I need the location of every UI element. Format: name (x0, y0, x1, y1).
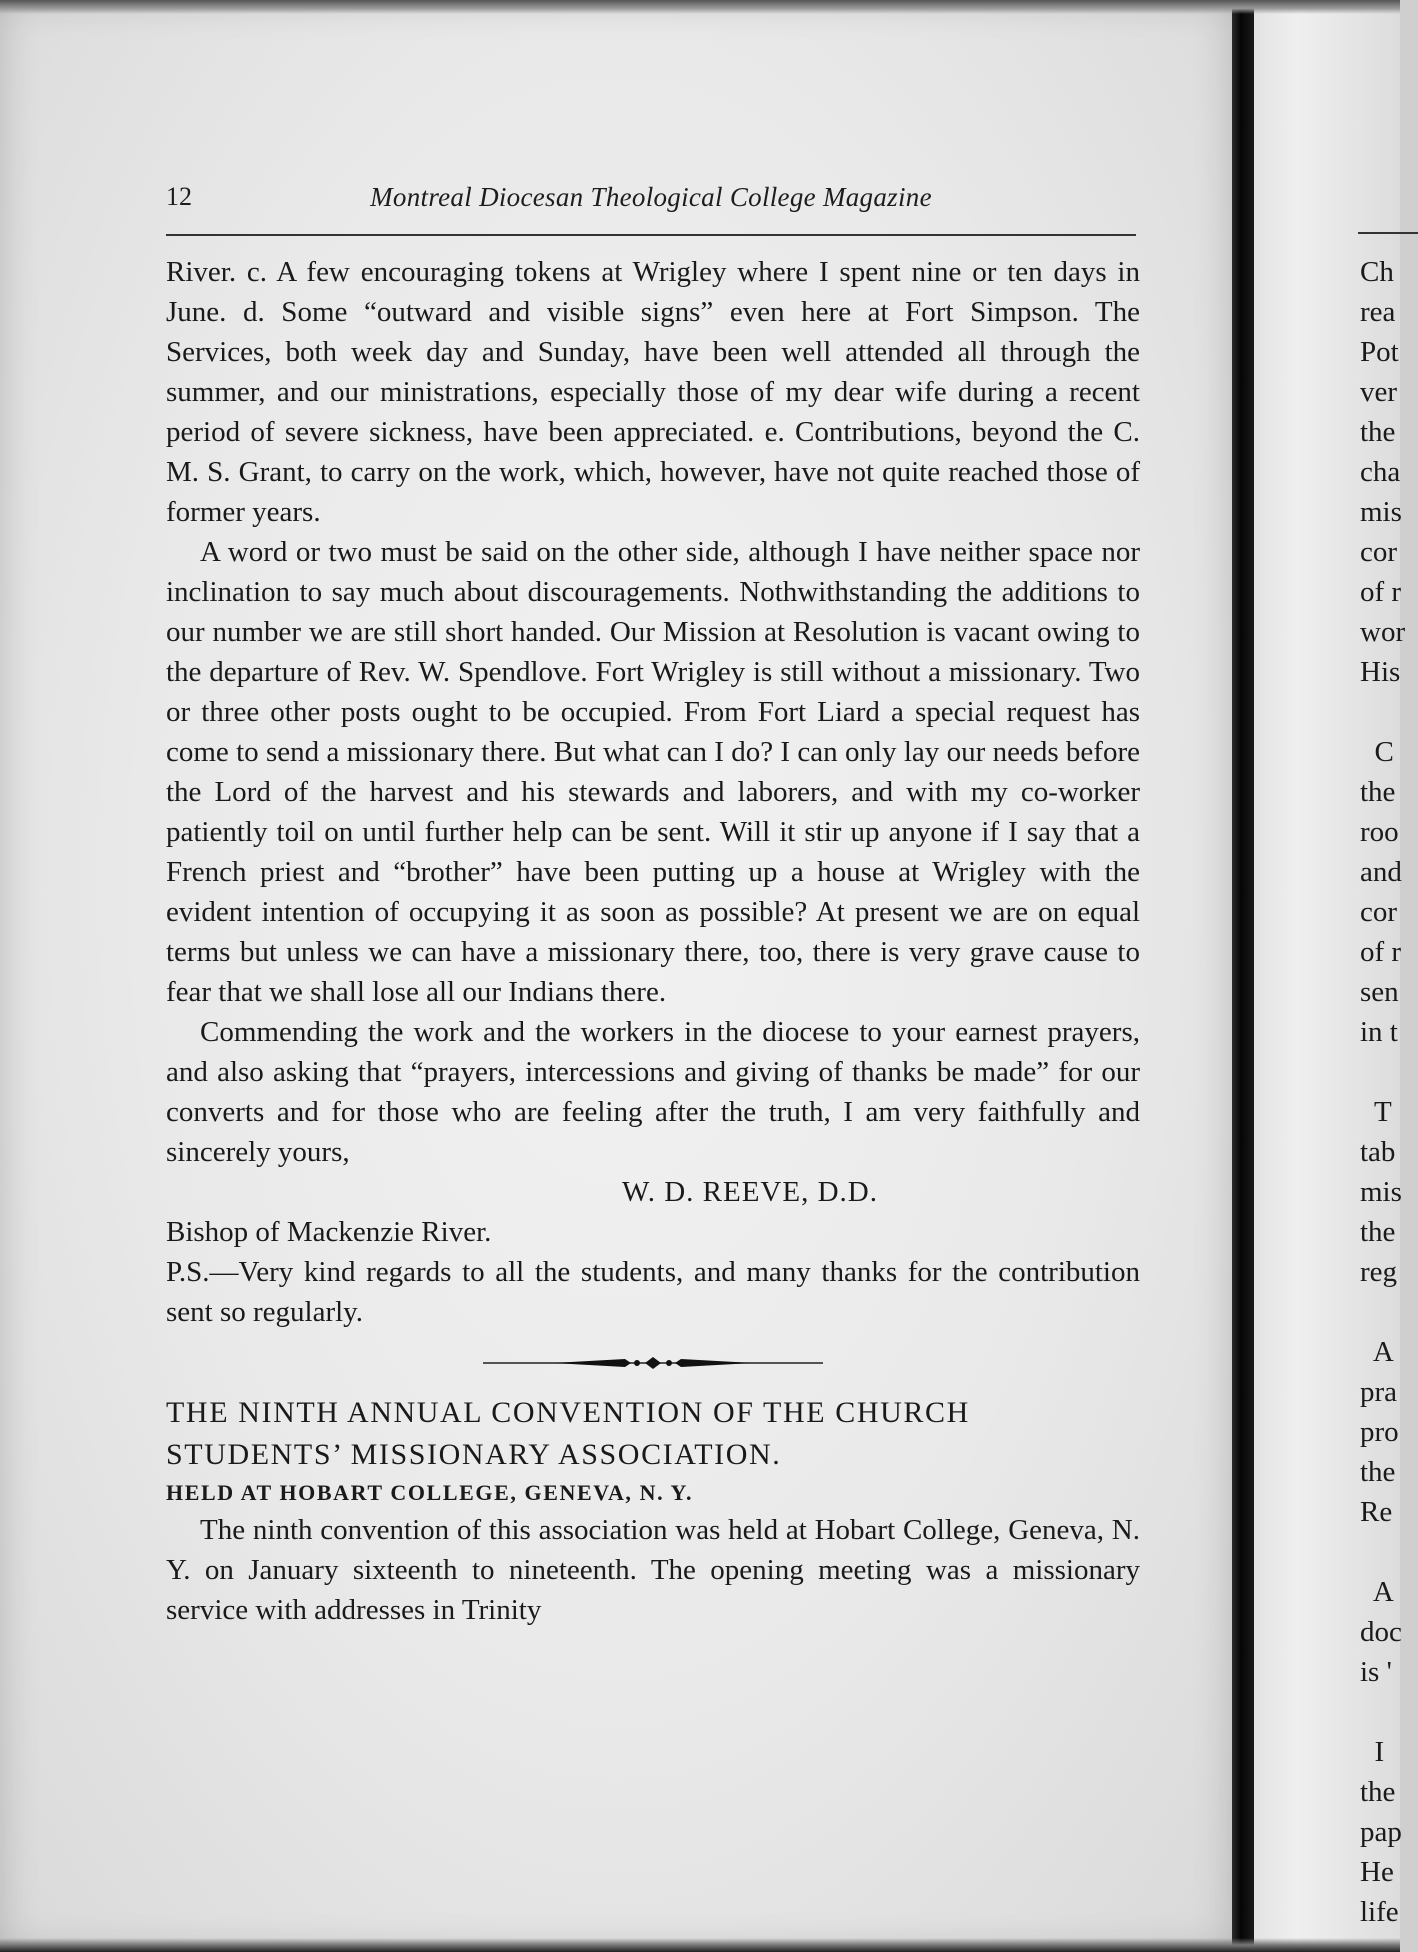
facing-page-line: Re (1360, 1496, 1393, 1528)
facing-page-line: ver (1360, 376, 1398, 408)
facing-page-line (1360, 1692, 1405, 1732)
article-heading: THE NINTH ANNUAL CONVENTION OF THE CHURCH (166, 1396, 970, 1429)
letter-paragraph: Commending the work and the workers in the diocese to your earnest prayers, and also asking that “prayers, intercessions and giving of thanks be made” for our converts and for those who are feeling after the truth, I am very faithfully and sincerely yours, (166, 1016, 1140, 1168)
journal-title: Montreal Diocesan Theological College Magazine (370, 182, 932, 212)
facing-page-line: doc (1360, 1616, 1402, 1648)
facing-page-line: A (1360, 1336, 1394, 1368)
facing-page-line (1360, 1052, 1405, 1092)
facing-page-line: C (1360, 736, 1394, 768)
postscript: P.S.—Very kind regards to all the students, and many thanks for the contribution sent so regularly. (166, 1256, 1140, 1328)
facing-page-line: cha (1360, 456, 1401, 488)
facing-page-line: of r (1360, 936, 1402, 968)
facing-page-line: I (1360, 1736, 1385, 1768)
facing-page-line: the (1360, 776, 1396, 808)
header-rule (166, 234, 1136, 236)
facing-page-line: life (1360, 1896, 1399, 1928)
scan-bottom-edge (0, 1938, 1400, 1952)
facing-page-line: the (1360, 1456, 1396, 1488)
facing-page-line: cor (1360, 896, 1398, 928)
facing-page-line: pro (1360, 1416, 1399, 1448)
article-heading-continued: STUDENTS’ MISSIONARY ASSOCIATION. (166, 1438, 782, 1471)
facing-page-line: A (1360, 1576, 1394, 1608)
facing-page-line: pra (1360, 1376, 1398, 1408)
running-head (166, 182, 1136, 218)
section-divider-ornament (483, 1356, 823, 1370)
facing-page-line (1360, 1532, 1405, 1572)
letter-paragraph: A word or two must be said on the other side, although I have neither space nor inclination to say much about discouragements. Nothwithstanding the additions to our number we are still short handed. Our Mission at Resolution is vacant owing to the departure of Rev. W. Spendlove. Fort Wrigley is still without a missionary. Two or three other posts ought to be occupied. From Fort Liard a special request has come to send a missionary there. But what can I do? I can only lay our needs before the Lord of the harvest and his stewards and laborers, and with my co-worker patiently toil on until further help can be sent. Will it stir up anyone if I say that a French priest and “brother” have been putting up a house at Wrigley with the evident intention of occupying it as soon as possible? At present we are on equal terms but unless we can have a missionary there, too, there is very grave cause to fear that we shall lose all our Indians there. (166, 536, 1140, 1008)
facing-page-line: is ' (1360, 1656, 1392, 1688)
facing-page-line: mis (1360, 496, 1402, 528)
article-paragraph: The ninth convention of this association was held at Hobart College, Geneva, N. Y. on January sixteenth to nineteenth. The opening meeting was a missionary service with addresses in Trinity (166, 1514, 1140, 1626)
facing-page-line: cor (1360, 536, 1398, 568)
facing-page-line: T (1360, 1096, 1392, 1128)
page-number: 12 (166, 182, 192, 211)
facing-page-line: reg (1360, 1256, 1398, 1288)
facing-page-line: His (1360, 656, 1401, 688)
facing-page-line: He (1360, 1856, 1394, 1888)
facing-page-line: sen (1360, 976, 1399, 1008)
facing-page-line: tab (1360, 1136, 1396, 1168)
facing-page-line: in t (1360, 1016, 1398, 1048)
article-subheading: HELD AT HOBART COLLEGE, GENEVA, N. Y. (166, 1480, 694, 1505)
scan-top-edge (0, 0, 1400, 14)
facing-page (1254, 0, 1406, 1952)
facing-page-line: and (1360, 856, 1402, 888)
book-gutter (1232, 0, 1254, 1952)
facing-page-line (1360, 692, 1405, 732)
facing-page-line: the (1360, 1776, 1396, 1808)
facing-page-line: mis (1360, 1176, 1402, 1208)
signature-title: Bishop of Mackenzie River. (166, 1216, 492, 1248)
facing-page-line: wor (1360, 616, 1406, 648)
facing-page-line: rea (1360, 296, 1396, 328)
facing-page-line: the (1360, 416, 1396, 448)
letter-paragraph: River. c. A few encouraging tokens at Wrigley where I spent nine or ten days in June. d. Some “outward and visible signs” even here at Fort Simpson. The Services, both week day and Sunday, have been well attended all through the summer, and our ministrations, especially those of my dear wife during a recent period of severe sickness, have been appreciated. e. Contributions, beyond the C. M. S. Grant, to carry on the work, which, however, have not quite reached those of former years. (166, 256, 1140, 528)
facing-page-header-rule (1358, 232, 1418, 234)
facing-page-line: Ch (1360, 256, 1394, 288)
facing-page-line: Pot (1360, 336, 1399, 368)
signature-name: W. D. REEVE, D.D. (622, 1176, 878, 1208)
page-body (166, 252, 1140, 1630)
facing-page-line: the (1360, 1216, 1396, 1248)
facing-page-line: pap (1360, 1816, 1402, 1848)
facing-page-line: of r (1360, 576, 1402, 608)
facing-page-text (1360, 252, 1405, 1932)
facing-page-line (1360, 1292, 1405, 1332)
facing-page-line: roo (1360, 816, 1399, 848)
